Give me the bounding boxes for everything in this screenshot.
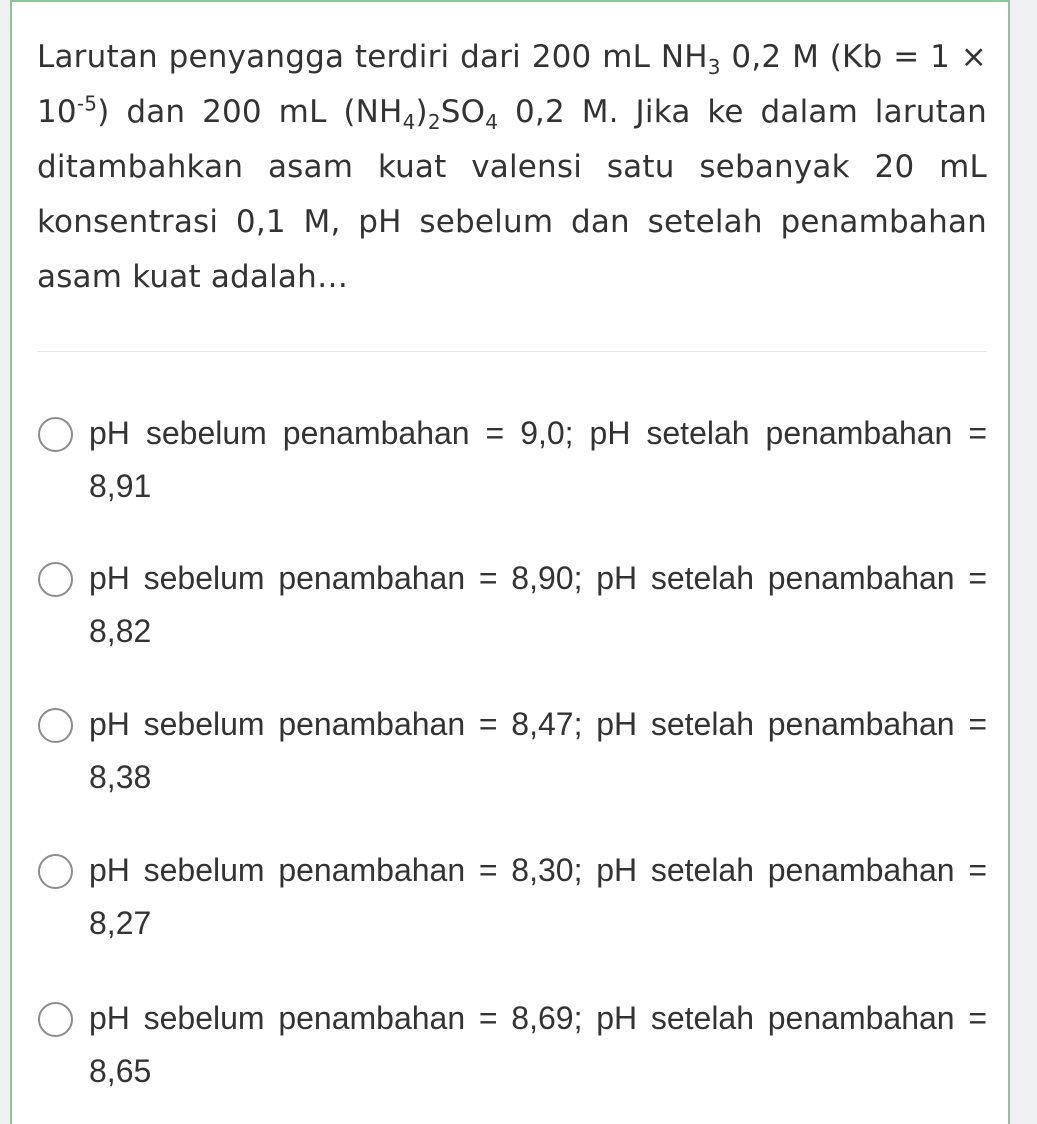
question-card [10,0,1010,1124]
subscript: 4 [402,110,416,135]
superscript: -5 [76,91,98,116]
radio-button[interactable] [38,854,73,889]
radio-button[interactable] [38,562,73,597]
radio-button[interactable] [38,1002,73,1037]
question-text [37,30,987,305]
divider [37,351,987,352]
radio-button[interactable] [38,417,73,452]
question-segment: Larutan penyangga terdiri dari 200 mL NH [37,39,708,75]
answer-option-label: pH sebelum penambahan = 8,69; pH setelah penambahan = 8,65 [89,1000,987,1089]
question-segment: ) [415,94,428,130]
subscript: 4 [485,110,499,135]
answer-option-label: pH sebelum penambahan = 8,30; pH setelah penambahan = 8,27 [89,852,987,941]
answer-option-label: pH sebelum penambahan = 8,47; pH setelah penambahan = 8,38 [89,706,987,795]
question-segment: ) dan 200 mL (NH [97,94,403,130]
answer-option-label: pH sebelum penambahan = 8,90; pH setelah penambahan = 8,82 [89,560,987,649]
question-segment: 0,2 M (Kb = 1 × 10 [37,39,987,130]
question-segment: 0,2 M. Jika ke dalam larutan ditambahkan asam kuat valensi satu sebanyak 20 mL konsentrasi 0,1 M, pH sebelum dan setelah penambahan asam kuat adalah… [37,94,988,295]
subscript: 2 [427,110,441,135]
answer-option-label: pH sebelum penambahan = 9,0; pH setelah penambahan = 8,91 [89,415,987,504]
question-segment: SO [440,94,486,130]
subscript: 3 [707,55,721,80]
radio-button[interactable] [38,708,73,743]
